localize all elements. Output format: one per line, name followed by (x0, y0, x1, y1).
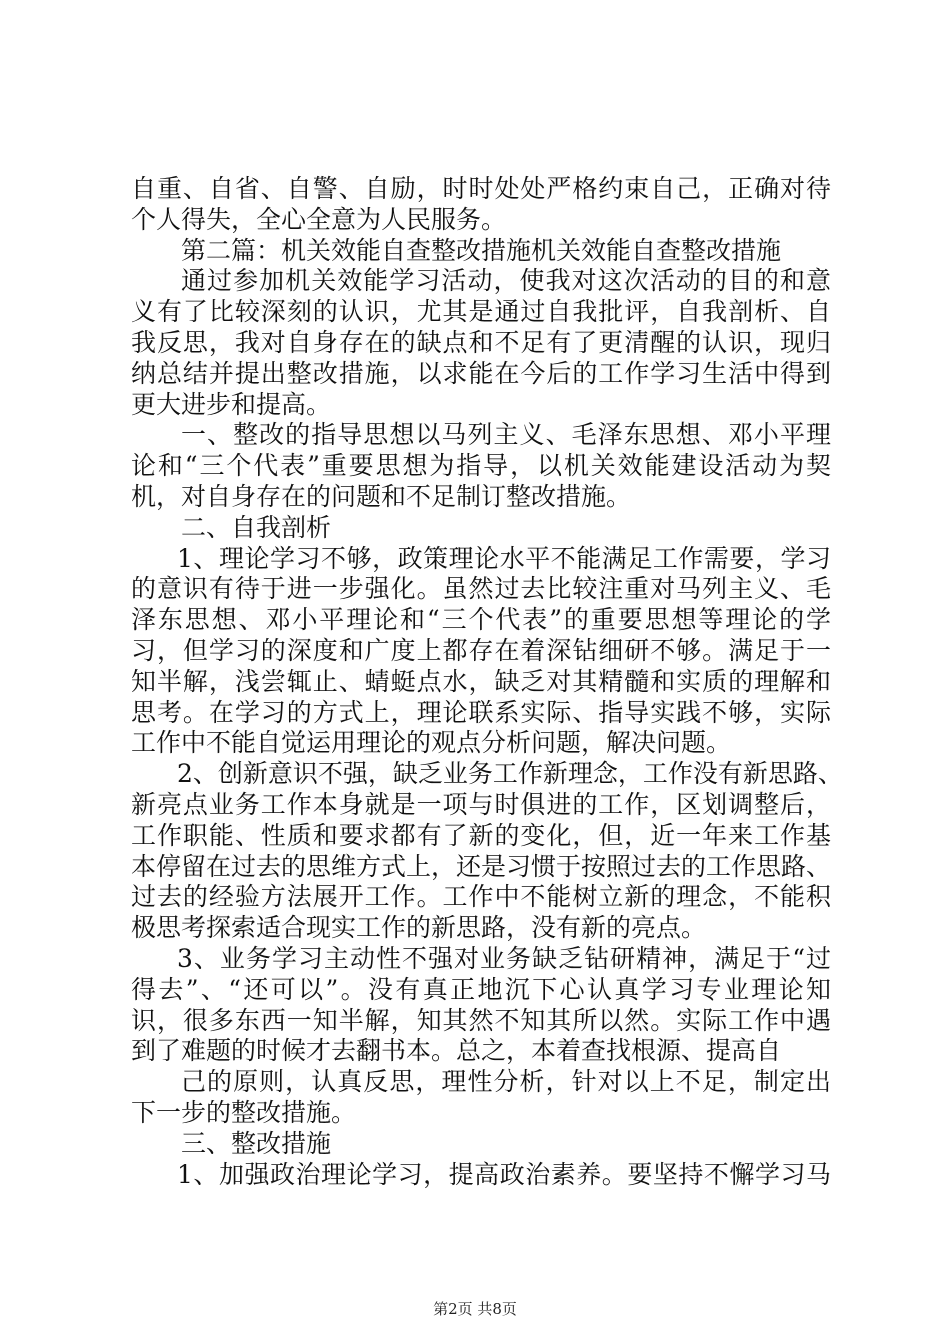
text-line: 思考。在学习的方式上，理论联系实际、指导实践不够，实际 (131, 697, 831, 727)
section-heading: 二、自我剖析 (181, 512, 332, 542)
text-line: 的意识有待于进一步强化。虽然过去比较注重对马列主义、毛 (131, 574, 831, 604)
text-line: 识，很多东西一知半解，知其然不知其所以然。实际工作中遇 (131, 1005, 831, 1035)
text-line: 下一步的整改措施。 (131, 1097, 357, 1127)
text-line: 习，但学习的深度和广度上都存在着深钻细研不够。满足于一 (131, 635, 831, 665)
text-line: 过去的经验方法展开工作。工作中不能树立新的理念，不能积 (131, 882, 831, 912)
text-line: 通过参加机关效能学习活动，使我对这次活动的目的和意 (181, 266, 831, 296)
text-line: 一、整改的指导思想以马列主义、毛泽东思想、邓小平理 (181, 420, 831, 450)
text-line: 到了难题的时候才去翻书本。总之，本着查找根源、提高自 (131, 1036, 782, 1066)
text-line: 自重、自省、自警、自励，时时处处严格约束自己，正确对待 (131, 174, 831, 203)
text-line: 1、加强政治理论学习，提高政治素养。要坚持不懈学习马 (177, 1159, 831, 1189)
section-heading: 第二篇：机关效能自查整改措施机关效能自查整改措施 (181, 235, 782, 265)
text-line: 我反思，我对自身存在的缺点和不足有了更清醒的认识，现归 (131, 327, 831, 357)
section-heading: 三、整改措施 (181, 1128, 332, 1158)
text-line: 泽东思想、邓小平理论和“三个代表”的重要思想等理论的学 (131, 605, 831, 635)
text-line: 论和“三个代表”重要思想为指导，以机关效能建设活动为契 (131, 451, 831, 481)
text-line: 更大进步和提高。 (131, 389, 332, 419)
text-line: 1、理论学习不够，政策理论水平不能满足工作需要，学习 (177, 543, 831, 573)
text-line: 得去”、“还可以”。没有真正地沉下心认真学习专业理论知 (131, 974, 831, 1004)
text-line: 己的原则，认真反思，理性分析，针对以上不足，制定出 (181, 1067, 831, 1097)
text-line: 工作职能、性质和要求都有了新的变化，但，近一年来工作基 (131, 820, 831, 850)
text-line: 新亮点业务工作本身就是一项与时俱进的工作，区划调整后， (131, 789, 831, 819)
text-line: 极思考探索适合现实工作的新思路，没有新的亮点。 (131, 913, 707, 943)
text-line: 本停留在过去的思维方式上，还是习惯于按照过去的工作思路、 (131, 851, 832, 881)
text-line: 义有了比较深刻的认识，尤其是通过自我批评，自我剖析、自 (131, 297, 831, 327)
body-text (131, 174, 843, 1190)
text-line: 机，对自身存在的问题和不足制订整改措施。 (131, 481, 632, 511)
text-line: 纳总结并提出整改措施，以求能在今后的工作学习生活中得到 (131, 358, 831, 388)
text-line: 工作中不能自觉运用理论的观点分析问题，解决问题。 (131, 728, 732, 758)
text-line: 2、创新意识不强，缺乏业务工作新理念，工作没有新思路、 (177, 759, 843, 789)
text-line: 知半解，浅尝辄止、蜻蜓点水，缺乏对其精髓和实质的理解和 (131, 666, 831, 696)
page-footer: 第2页 共8页 (433, 1300, 517, 1318)
text-line: 3、业务学习主动性不强对业务缺乏钻研精神，满足于“过 (177, 943, 831, 973)
text-line: 个人得失，全心全意为人民服务。 (131, 204, 507, 234)
